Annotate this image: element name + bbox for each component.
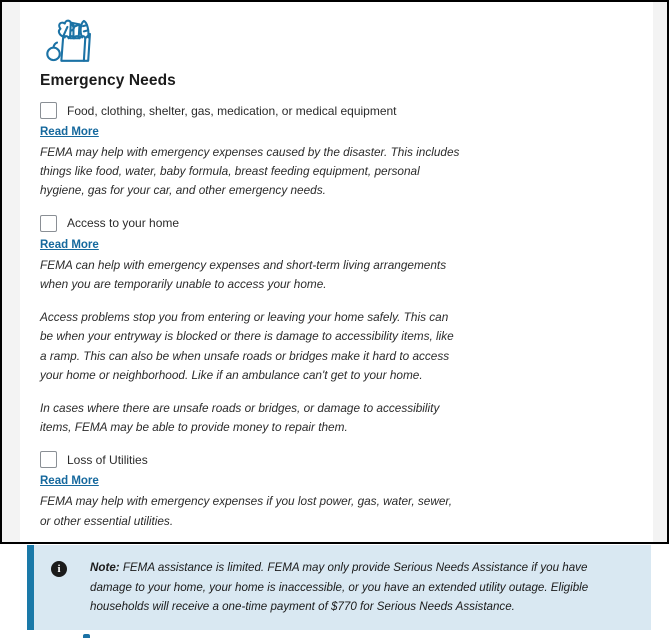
note-body: FEMA assistance is limited. FEMA may only provide Serious Needs Assistance if you have damage to your home, your home is inaccessible, or you have an extended utility outage. Eligible households will receive a one-time payment of $770 for Serious Needs Assistance.: [90, 560, 589, 614]
note-label: Note:: [90, 560, 120, 574]
checkbox-row-food[interactable]: [40, 102, 633, 119]
need-item-food: [40, 102, 633, 201]
description-access-1: FEMA can help with emergency expenses and short-term living arrangements when you are temporarily unable to access your home.: [40, 257, 447, 291]
emergency-needs-section: [20, 2, 653, 531]
grocery-bag-icon: [44, 14, 96, 66]
need-item-access: [40, 215, 633, 438]
checkbox-utilities[interactable]: [40, 451, 57, 468]
checkbox-row-access[interactable]: [40, 215, 633, 232]
checkbox-label-access[interactable]: Access to your home: [67, 216, 180, 231]
next-section-icon-peek: [83, 634, 90, 638]
checkbox-label-food[interactable]: Food, clothing, shelter, gas, medication, or medical equipment: [67, 103, 397, 118]
page-gutter-left: [2, 2, 20, 542]
note-text: [90, 558, 627, 617]
checkbox-label-utilities[interactable]: Loss of Utilities: [67, 452, 148, 467]
checkbox-access[interactable]: [40, 215, 57, 232]
checkbox-food[interactable]: [40, 102, 57, 119]
need-item-utilities: [40, 451, 633, 530]
form-panel: [20, 2, 653, 614]
note-alert: [27, 545, 651, 630]
info-icon: i: [51, 561, 67, 577]
read-more-link-utilities[interactable]: Read More: [40, 475, 99, 488]
page-title: Emergency Needs: [40, 72, 176, 89]
description-food: FEMA may help with emergency expenses caused by the disaster. This includes things like food, water, baby formula, breast feeding equipment, personal hygiene, gas for your car, and other emergency needs.: [40, 145, 460, 198]
description-access-2: Access problems stop you from entering or leaving your home safely. This can be when your entryway is blocked or there is damage to accessibility items, like a ramp. This can also be when unsafe roads or bridges make it hard to access your home or neighborhood. Like if an ambulance can't get to your home.: [40, 310, 454, 382]
description-utilities: FEMA may help with emergency expenses if you lost power, gas, water, sewer, or other essential utilities.: [40, 494, 452, 528]
checkbox-row-utilities[interactable]: [40, 451, 633, 468]
read-more-link-access[interactable]: Read More: [40, 238, 99, 251]
read-more-link-food[interactable]: Read More: [40, 126, 99, 138]
description-access-3: In cases where there are unsafe roads or bridges, or damage to accessibility items, FEMA may be able to provide money to repair them.: [40, 400, 440, 435]
page-gutter-right: [653, 2, 667, 542]
